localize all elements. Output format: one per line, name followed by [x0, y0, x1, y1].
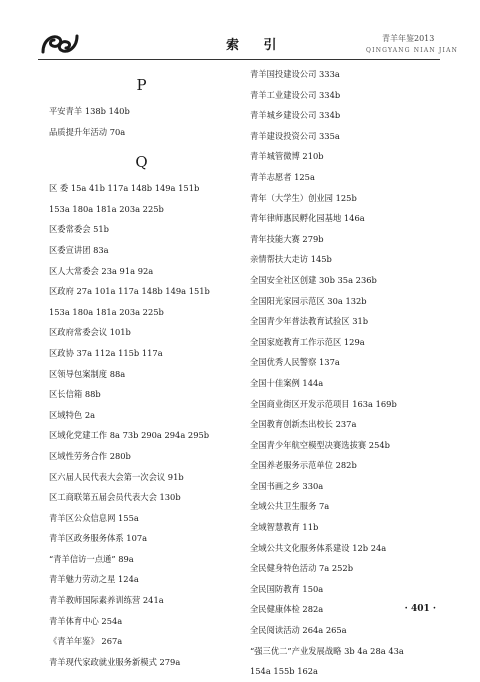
- index-entry: 区域化党建工作 8a 73b 290a 294a 295b: [49, 430, 210, 441]
- index-entry: 全国书画之乡 330a: [250, 480, 324, 491]
- index-entry: 青年（大学生）创业园 125b: [250, 192, 357, 203]
- index-entry: 区六届人民代表大会第一次会议 91b: [49, 471, 184, 482]
- index-entry: “强三优二”产业发展战略 3b 4a 28a 43a: [250, 645, 404, 656]
- index-entry: 区人大常委会 23a 91a 92a: [49, 265, 154, 276]
- yearbook-logo-icon: [39, 30, 81, 58]
- index-entry: 154a 155b 162a: [250, 666, 318, 677]
- index-entry: 区域特色 2a: [49, 409, 96, 420]
- index-entry: 青年技能大赛 279b: [250, 233, 324, 244]
- section-letter-q: Q: [135, 153, 148, 172]
- page-number: · 401 ·: [404, 604, 436, 614]
- index-entry: 全国优秀人民警察 137a: [250, 357, 340, 368]
- index-entry: 全域公共卫生服务 7a: [250, 501, 330, 512]
- index-entry: 区域性劳务合作 280b: [49, 450, 131, 461]
- index-entry: 全民阅读活动 264a 265a: [250, 625, 347, 636]
- index-entry: 区长信箱 88b: [49, 389, 101, 400]
- index-entry: 全国青少年普法教育试验区 31b: [250, 316, 369, 327]
- index-entry: 全域智慧教育 11b: [250, 522, 319, 533]
- index-entry: 区委常委会 51b: [49, 224, 109, 235]
- index-entry: 青羊建设投资公司 335a: [250, 130, 340, 141]
- index-entry: 青羊现代家政就业服务新模式 279a: [49, 656, 181, 667]
- section-letter-p: P: [136, 76, 147, 94]
- index-entry: 青年律师惠民孵化园基地 146a: [250, 213, 365, 224]
- index-entry: 全国教育创新杰出校长 237a: [250, 419, 357, 430]
- index-entry: 青羊区政务服务体系 107a: [49, 533, 148, 544]
- index-entry: 区政府 27a 101a 117a 148b 149a 151b: [49, 286, 210, 297]
- index-entry: 区政协 37a 112a 115b 117a: [49, 347, 163, 358]
- page-title: 索 引: [226, 38, 287, 53]
- index-entry: 青羊城管微博 210b: [250, 151, 324, 162]
- index-entry: 全民健身特色活动 7a 252b: [250, 563, 354, 574]
- header-divider: [38, 59, 440, 60]
- index-entry: 全民国防教育 150a: [250, 583, 324, 594]
- index-entry: 亲情帮扶大走访 145b: [250, 254, 332, 265]
- index-entry: 全国安全社区创建 30b 35a 236b: [250, 274, 377, 285]
- index-entry: 全国十佳案例 144a: [250, 377, 324, 388]
- index-entry: 青羊志愿者 125a: [250, 171, 315, 182]
- index-entry: “青羊信访一点通” 89a: [49, 553, 134, 564]
- index-entry: 《青羊年鉴》 267a: [49, 636, 123, 647]
- index-entry: 区 委 15a 41b 117a 148b 149a 151b: [49, 183, 200, 194]
- index-entry: 全国青少年航空模型决赛选拔赛 254b: [250, 439, 390, 450]
- index-left-column: [49, 64, 234, 672]
- index-entry: 品质提升年活动 70a: [49, 126, 126, 137]
- index-entry: 全国家庭教育工作示范区 129a: [250, 336, 365, 347]
- index-entry: 青羊国投建设公司 333a: [250, 69, 340, 79]
- book-title: 青羊年鉴2013: [382, 34, 435, 43]
- index-entry: 区委宣讲团 83a: [49, 244, 109, 255]
- index-entry: 区工商联第五届会员代表大会 130b: [49, 492, 181, 503]
- index-entry: 青羊城乡建设公司 334b: [250, 110, 341, 121]
- index-entry: 青羊魅力劳动之星 124a: [49, 574, 139, 585]
- index-entry: 全国养老服务示范单位 282b: [250, 460, 357, 471]
- index-entry: 全国阳光家园示范区 30a 132b: [250, 295, 367, 306]
- index-entry: 区领导包案制度 88a: [49, 368, 126, 379]
- index-right-column: [250, 64, 450, 682]
- index-entry: 153a 180a 181a 203a 225b: [49, 203, 164, 214]
- index-entry: 青羊工业建设公司 334b: [250, 89, 341, 100]
- index-entry: 平安青羊 138b 140b: [49, 106, 130, 116]
- index-entry: 青羊教师国际素养训练营 241a: [49, 595, 164, 606]
- index-entry: 青羊区公众信息网 155a: [49, 512, 139, 523]
- index-entry: 全国商业街区开发示范项目 163a 169b: [250, 398, 397, 409]
- book-title-en: QINGYANG NIAN JIAN: [366, 47, 459, 54]
- index-entry: 青羊体育中心 254a: [49, 615, 123, 626]
- index-entry: 全民健康体检 282a: [250, 604, 324, 615]
- index-entry: 153a 180a 181a 203a 225b: [49, 306, 164, 317]
- index-entry: 全域公共文化服务体系建设 12b 24a: [250, 542, 387, 553]
- index-entry: 区政府常委会议 101b: [49, 327, 131, 338]
